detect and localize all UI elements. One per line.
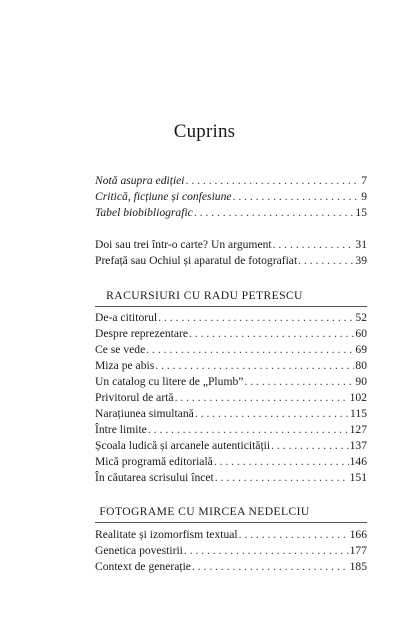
toc-entry-label: Tabel biobibliografic (95, 206, 193, 219)
toc-entry (95, 559, 367, 574)
toc-entry (95, 326, 367, 341)
dot-leader (214, 454, 349, 469)
toc-entry (95, 342, 367, 357)
dot-leader (186, 173, 361, 188)
dot-leader (273, 237, 355, 252)
toc-entry-page: 69 (355, 343, 367, 356)
section-rule (95, 306, 367, 307)
dot-leader (184, 543, 349, 558)
toc-entry-page: 9 (361, 190, 367, 203)
toc-entry (95, 454, 367, 469)
toc-entry-page: 90 (355, 375, 367, 388)
toc-entry-page: 52 (355, 311, 367, 324)
toc-entry-page: 102 (349, 391, 367, 404)
dot-leader (244, 374, 354, 389)
toc-entry-label: Un catalog cu litere de „Plumb” (95, 375, 244, 388)
toc-entry-page: 137 (349, 439, 367, 452)
dot-leader (298, 253, 354, 268)
page-title: Cuprins (173, 121, 236, 142)
dot-leader (239, 527, 349, 542)
toc-entry (95, 253, 367, 268)
toc-entry (95, 390, 367, 405)
toc-entry-page: 146 (349, 455, 367, 468)
dot-leader (189, 326, 354, 341)
dot-leader (215, 470, 349, 485)
toc-entry-page: 31 (355, 238, 367, 251)
toc-entry-label: Doi sau trei într-o carte? Un argument (95, 238, 272, 251)
dot-leader (175, 390, 349, 405)
dot-leader (146, 342, 354, 357)
dot-leader (271, 438, 348, 453)
section-rule (95, 522, 367, 523)
toc-entry-page: 151 (349, 471, 367, 484)
toc-entry-label: Între limite (95, 423, 147, 436)
toc-entry-label: Notă asupra ediției (95, 174, 185, 187)
toc-entry-label: Privitorul de artă (95, 391, 174, 404)
toc-entry (95, 470, 367, 485)
toc-entry-page: 177 (349, 544, 367, 557)
toc-entry-label: Critică, ficțiune și confesiune (95, 190, 232, 203)
dot-leader (194, 205, 355, 220)
toc-entry (95, 527, 367, 542)
toc-entry (95, 189, 367, 204)
toc-entry-label: Școala ludică și arcanele autenticității (95, 439, 271, 452)
toc-entry-page: 39 (355, 254, 367, 267)
toc-entry (95, 374, 367, 389)
toc-entry (95, 406, 367, 421)
toc-entry-label: De-a cititorul (95, 311, 158, 324)
dot-leader (195, 406, 349, 421)
dot-leader (155, 358, 354, 373)
toc-entry (95, 237, 367, 252)
toc-entry-label: Realitate și izomorfism textual (95, 528, 238, 541)
toc-entry-page: 115 (350, 407, 367, 420)
toc-entry-label: Prefață sau Ochiul și aparatul de fotografiat (95, 254, 298, 267)
dot-leader (158, 310, 354, 325)
toc-entry (95, 543, 367, 558)
dot-leader (233, 189, 361, 204)
toc-entry-label: Despre reprezentare (95, 327, 189, 340)
toc-entry (95, 173, 367, 188)
dot-leader (192, 559, 349, 574)
toc-entry-label: Genetica povestirii (95, 544, 183, 557)
toc-entry (95, 358, 367, 373)
toc-entry (95, 438, 367, 453)
toc-entry (95, 422, 367, 437)
toc-entry-page: 60 (355, 327, 367, 340)
toc-entry-label: Miza pe abis (95, 359, 155, 372)
toc-entry-label: Ce se vede (95, 343, 146, 356)
toc-entry (95, 205, 367, 220)
toc-entry-page: 185 (349, 560, 367, 573)
toc-entry-label: În căutarea scrisului încet (95, 471, 214, 484)
toc-entry-page: 127 (349, 423, 367, 436)
toc-entry-page: 166 (349, 528, 367, 541)
dot-leader (148, 422, 349, 437)
toc-entry-label: Context de generație (95, 560, 191, 573)
section-heading: RACURSIURI CU RADU PETRESCU (106, 289, 303, 302)
toc-entry-page: 80 (355, 359, 367, 372)
toc-entry-label: Narațiunea simultană (95, 407, 194, 420)
toc-entry-label: Mică programă editorială (95, 455, 213, 468)
section-heading: FOTOGRAME CU MIRCEA NEDELCIU (99, 505, 310, 518)
toc-entry (95, 310, 367, 325)
toc-entry-page: 15 (355, 206, 367, 219)
toc-entry-page: 7 (361, 174, 367, 187)
